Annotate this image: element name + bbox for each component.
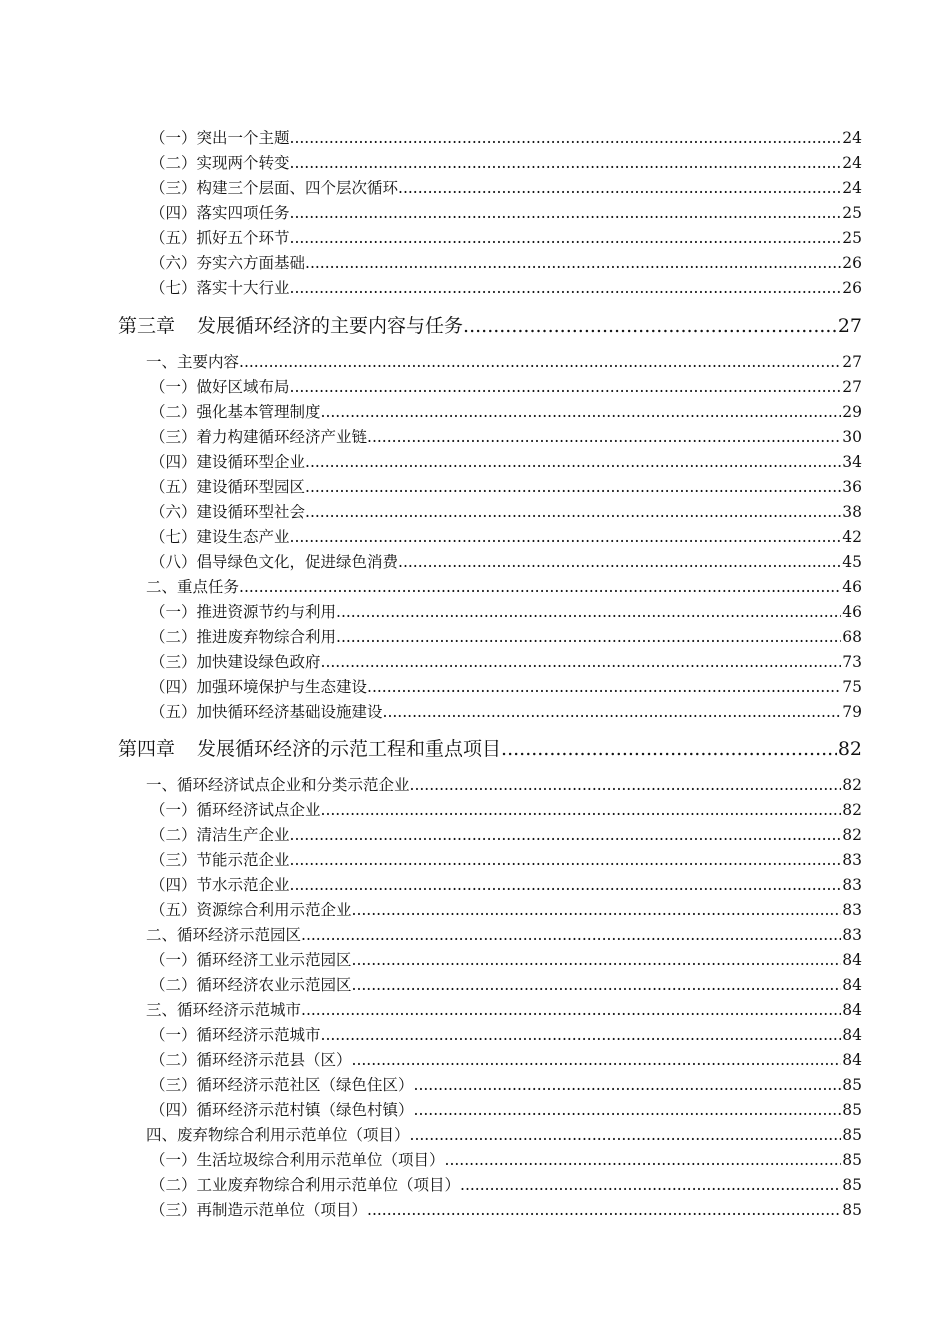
toc-entry-text: （四）建设循环型企业 <box>150 453 306 471</box>
toc-entry-title <box>150 202 290 224</box>
toc-page-number: 75 <box>842 678 862 696</box>
toc-dot-leader <box>367 676 841 698</box>
toc-subsection-entry[interactable] <box>150 651 862 673</box>
toc-entry-title <box>150 252 305 274</box>
toc-subsection-entry[interactable] <box>150 202 862 224</box>
toc-page-number: 85 <box>842 1076 862 1094</box>
toc-subsection-entry[interactable] <box>150 1099 862 1121</box>
toc-entry-text: 二、重点任务 <box>146 578 240 596</box>
toc-dot-leader <box>336 601 841 623</box>
toc-entry-title <box>150 1074 414 1096</box>
toc-entry-text: 发展循环经济的示范工程和重点项目 <box>197 738 502 760</box>
toc-entry-text: （二）实现两个转变 <box>150 154 290 172</box>
toc-dot-leader <box>352 1049 842 1071</box>
toc-page-number: 29 <box>842 403 862 421</box>
toc-entry-text: （二）工业废弃物综合利用示范单位（项目） <box>150 1176 461 1194</box>
toc-dot-leader <box>367 426 841 448</box>
toc-page-number: 27 <box>842 378 862 396</box>
toc-entry-title <box>150 526 290 548</box>
toc-page-number: 27 <box>837 315 862 337</box>
toc-dot-leader <box>305 451 841 473</box>
toc-subsection-entry[interactable] <box>150 526 862 548</box>
toc-subsection-entry[interactable] <box>150 1049 862 1071</box>
toc-subsection-entry[interactable] <box>150 1199 862 1221</box>
toc-entry-text: （二）循环经济示范县（区） <box>150 1051 352 1069</box>
toc-page-number: 38 <box>842 503 862 521</box>
toc-entry-title <box>150 177 398 199</box>
toc-entry-title <box>150 1199 367 1221</box>
toc-entry-title <box>146 924 301 946</box>
toc-entry-title <box>150 476 305 498</box>
toc-entry-text: （一）突出一个主题 <box>150 129 290 147</box>
toc-subsection-entry[interactable] <box>150 227 862 249</box>
toc-dot-leader <box>321 401 842 423</box>
toc-entry-text: （一）循环经济试点企业 <box>150 801 321 819</box>
toc-page-number: 25 <box>842 229 862 247</box>
toc-dot-leader <box>290 202 842 224</box>
toc-page-number: 82 <box>842 826 862 844</box>
toc-dot-leader <box>290 152 842 174</box>
toc-dot-leader <box>305 501 841 523</box>
toc-subsection-entry[interactable] <box>150 626 862 648</box>
toc-entry-text: （七）落实十大行业 <box>150 279 290 297</box>
toc-dot-leader <box>290 849 842 871</box>
toc-entry-title <box>150 799 321 821</box>
toc-subsection-entry[interactable] <box>150 376 862 398</box>
toc-entry-title <box>150 651 321 673</box>
toc-page-number: 83 <box>842 926 862 944</box>
toc-entry-text: 一、循环经济试点企业和分类示范企业 <box>146 776 410 794</box>
toc-entry-text: （五）抓好五个环节 <box>150 229 290 247</box>
toc-dot-leader <box>321 1024 842 1046</box>
toc-entry-title <box>150 949 352 971</box>
toc-entry-title <box>150 376 290 398</box>
toc-page-number: 42 <box>842 528 862 546</box>
toc-subsection-entry[interactable] <box>150 501 862 523</box>
toc-page-number: 85 <box>842 1201 862 1219</box>
toc-page-number: 46 <box>842 578 862 596</box>
toc-entry-title <box>150 974 352 996</box>
toc-page-number: 84 <box>842 976 862 994</box>
toc-dot-leader <box>290 227 842 249</box>
toc-entry-text: （一）推进资源节约与利用 <box>150 603 337 621</box>
toc-entry-text: （三）循环经济示范社区（绿色住区） <box>150 1076 414 1094</box>
toc-subsection-entry[interactable] <box>150 799 862 821</box>
toc-entry-title <box>118 735 501 763</box>
toc-section-entry[interactable] <box>146 999 862 1021</box>
toc-entry-title <box>150 824 290 846</box>
toc-chapter-label: 第三章 <box>118 315 176 337</box>
toc-subsection-entry[interactable] <box>150 152 862 174</box>
toc-page-number: 82 <box>837 738 862 760</box>
toc-subsection-entry[interactable] <box>150 899 862 921</box>
toc-page-number: 85 <box>842 1101 862 1119</box>
toc-subsection-entry[interactable] <box>150 177 862 199</box>
toc-page-number: 85 <box>842 1151 862 1169</box>
toc-entry-text: （一）生活垃圾综合利用示范单位（项目） <box>150 1151 445 1169</box>
toc-section-entry[interactable] <box>146 351 862 373</box>
toc-dot-leader <box>290 526 842 548</box>
toc-dot-leader <box>321 651 842 673</box>
toc-dot-leader <box>301 924 841 946</box>
toc-entry-text: （一）循环经济工业示范园区 <box>150 951 352 969</box>
toc-entry-title <box>150 127 290 149</box>
toc-entry-title <box>150 1024 321 1046</box>
toc-page-number: 46 <box>842 603 862 621</box>
toc-entry-text: （五）资源综合利用示范企业 <box>150 901 352 919</box>
toc-entry-text: （二）强化基本管理制度 <box>150 403 321 421</box>
toc-entry-title <box>150 701 383 723</box>
toc-entry-text: （八）倡导绿色文化，促进绿色消费 <box>150 553 399 571</box>
toc-entry-title <box>150 1149 445 1171</box>
toc-entry-text: （四）节水示范企业 <box>150 876 290 894</box>
toc-page-number: 34 <box>842 453 862 471</box>
toc-entry-title <box>146 351 239 373</box>
toc-subsection-entry[interactable] <box>150 426 862 448</box>
toc-entry-text: （三）构建三个层面、四个层次循环 <box>150 179 399 197</box>
toc-subsection-entry[interactable] <box>150 701 862 723</box>
toc-page-number: 36 <box>842 478 862 496</box>
toc-page-number: 83 <box>842 851 862 869</box>
toc-subsection-entry[interactable] <box>150 974 862 996</box>
toc-entry-title <box>146 576 239 598</box>
toc-entry-text: （五）建设循环型园区 <box>150 478 306 496</box>
toc-dot-leader <box>321 799 842 821</box>
toc-entry-title <box>150 874 290 896</box>
toc-page-number: 84 <box>842 951 862 969</box>
toc-page-number: 85 <box>842 1126 862 1144</box>
toc-page-number: 24 <box>842 179 862 197</box>
toc-page-number: 82 <box>842 801 862 819</box>
toc-entry-title <box>146 999 301 1021</box>
toc-entry-title <box>150 899 352 921</box>
toc-dot-leader <box>290 376 842 398</box>
toc-entry-title <box>150 277 290 299</box>
toc-subsection-entry[interactable] <box>150 1074 862 1096</box>
toc-entry-text: （三）着力构建循环经济产业链 <box>150 428 368 446</box>
toc-entry-text: （六）建设循环型社会 <box>150 503 306 521</box>
toc-page-number: 68 <box>842 628 862 646</box>
toc-entry-title <box>150 401 321 423</box>
toc-subsection-entry[interactable] <box>150 1024 862 1046</box>
toc-subsection-entry[interactable] <box>150 824 862 846</box>
toc-entry-title <box>150 227 290 249</box>
toc-entry-text: 三、循环经济示范城市 <box>146 1001 302 1019</box>
toc-entry-title <box>150 849 290 871</box>
toc-entry-title <box>150 426 367 448</box>
toc-page-number: 84 <box>842 1026 862 1044</box>
toc-subsection-entry[interactable] <box>150 476 862 498</box>
toc-entry-text: （四）加强环境保护与生态建设 <box>150 678 368 696</box>
toc-page-number: 30 <box>842 428 862 446</box>
toc-subsection-entry[interactable] <box>150 401 862 423</box>
toc-entry-title <box>150 1174 460 1196</box>
toc-dot-leader <box>305 252 841 274</box>
toc-entry-title <box>146 774 410 796</box>
toc-entry-text: （七）建设生态产业 <box>150 528 290 546</box>
toc-page-number: 26 <box>842 279 862 297</box>
toc-page-number: 83 <box>842 901 862 919</box>
toc-subsection-entry[interactable] <box>150 949 862 971</box>
toc-entry-text: （三）加快建设绿色政府 <box>150 653 321 671</box>
toc-chapter-entry[interactable] <box>118 312 862 340</box>
toc-page-number: 84 <box>842 1051 862 1069</box>
toc-subsection-entry[interactable] <box>150 252 862 274</box>
toc-entry-text: （五）加快循环经济基础设施建设 <box>150 703 383 721</box>
toc-subsection-entry[interactable] <box>150 1174 862 1196</box>
toc-dot-leader <box>290 277 842 299</box>
toc-dot-leader <box>460 1174 841 1196</box>
toc-dot-leader <box>367 1199 841 1221</box>
toc-entry-text: （四）落实四项任务 <box>150 204 290 222</box>
toc-dot-leader <box>290 824 842 846</box>
toc-entry-text: （二）循环经济农业示范园区 <box>150 976 352 994</box>
toc-entry-text: （二）推进废弃物综合利用 <box>150 628 337 646</box>
toc-dot-leader <box>414 1099 842 1121</box>
toc-entry-text: （六）夯实六方面基础 <box>150 254 306 272</box>
toc-dot-leader <box>352 949 842 971</box>
toc-entry-title <box>150 626 336 648</box>
toc-page-number: 73 <box>842 653 862 671</box>
toc-entry-text: （三）再制造示范单位（项目） <box>150 1201 368 1219</box>
toc-page-number: 24 <box>842 154 862 172</box>
toc-subsection-entry[interactable] <box>150 849 862 871</box>
toc-page-number: 85 <box>842 1176 862 1194</box>
toc-entry-title <box>150 551 398 573</box>
toc-dot-leader <box>445 1149 842 1171</box>
toc-entry-text: 四、废弃物综合利用示范单位（项目） <box>146 1126 410 1144</box>
toc-subsection-entry[interactable] <box>150 127 862 149</box>
toc-entry-title <box>150 1049 352 1071</box>
toc-section-entry[interactable] <box>146 774 862 796</box>
toc-dot-leader <box>352 974 842 996</box>
toc-entry-title <box>150 676 367 698</box>
toc-dot-leader <box>352 899 842 921</box>
toc-subsection-entry[interactable] <box>150 277 862 299</box>
toc-entry-text: 二、循环经济示范园区 <box>146 926 302 944</box>
toc-section-entry[interactable] <box>146 1124 862 1146</box>
toc-dot-leader <box>414 1074 842 1096</box>
toc-dot-leader <box>305 476 841 498</box>
toc-dot-leader <box>398 177 841 199</box>
toc-subsection-entry[interactable] <box>150 874 862 896</box>
toc-entry-title <box>146 1124 410 1146</box>
toc-dot-leader <box>410 1124 842 1146</box>
toc-dot-leader <box>383 701 842 723</box>
toc-chapter-entry[interactable] <box>118 735 862 763</box>
toc-dot-leader <box>239 351 841 373</box>
toc-entry-title <box>150 451 305 473</box>
toc-page-number: 27 <box>842 353 862 371</box>
toc-entry-title <box>150 501 305 523</box>
toc-entry-title <box>150 1099 414 1121</box>
toc-entry-text: （三）节能示范企业 <box>150 851 290 869</box>
toc-entry-text: （一）做好区域布局 <box>150 378 290 396</box>
toc-entry-text: （二）清洁生产企业 <box>150 826 290 844</box>
toc-entry-title <box>150 152 290 174</box>
toc-entry-title <box>118 312 463 340</box>
toc-dot-leader <box>290 127 842 149</box>
toc-subsection-entry[interactable] <box>150 676 862 698</box>
toc-chapter-label: 第四章 <box>118 738 176 760</box>
toc-section-entry[interactable] <box>146 576 862 598</box>
toc-dot-leader <box>239 576 841 598</box>
toc-entry-text: （四）循环经济示范村镇（绿色村镇） <box>150 1101 414 1119</box>
toc-dot-leader <box>501 735 837 763</box>
toc-dot-leader <box>290 874 842 896</box>
toc-page-number: 79 <box>842 703 862 721</box>
toc-subsection-entry[interactable] <box>150 551 862 573</box>
toc-dot-leader <box>301 999 841 1021</box>
toc-page-number: 24 <box>842 129 862 147</box>
toc-page-number: 25 <box>842 204 862 222</box>
toc-page-number: 45 <box>842 553 862 571</box>
toc-subsection-entry[interactable] <box>150 601 862 623</box>
toc-dot-leader <box>410 774 842 796</box>
toc-subsection-entry[interactable] <box>150 1149 862 1171</box>
toc-entry-text: 一、主要内容 <box>146 353 240 371</box>
toc-subsection-entry[interactable] <box>150 451 862 473</box>
toc-entry-text: 发展循环经济的主要内容与任务 <box>197 315 464 337</box>
toc-dot-leader <box>398 551 841 573</box>
toc-section-entry[interactable] <box>146 924 862 946</box>
toc-page-number: 84 <box>842 1001 862 1019</box>
toc-dot-leader <box>336 626 841 648</box>
toc-page-number: 83 <box>842 876 862 894</box>
toc-entry-title <box>150 601 336 623</box>
toc-page-number: 26 <box>842 254 862 272</box>
toc-dot-leader <box>463 312 837 340</box>
toc-page-number: 82 <box>842 776 862 794</box>
toc-entry-text: （一）循环经济示范城市 <box>150 1026 321 1044</box>
